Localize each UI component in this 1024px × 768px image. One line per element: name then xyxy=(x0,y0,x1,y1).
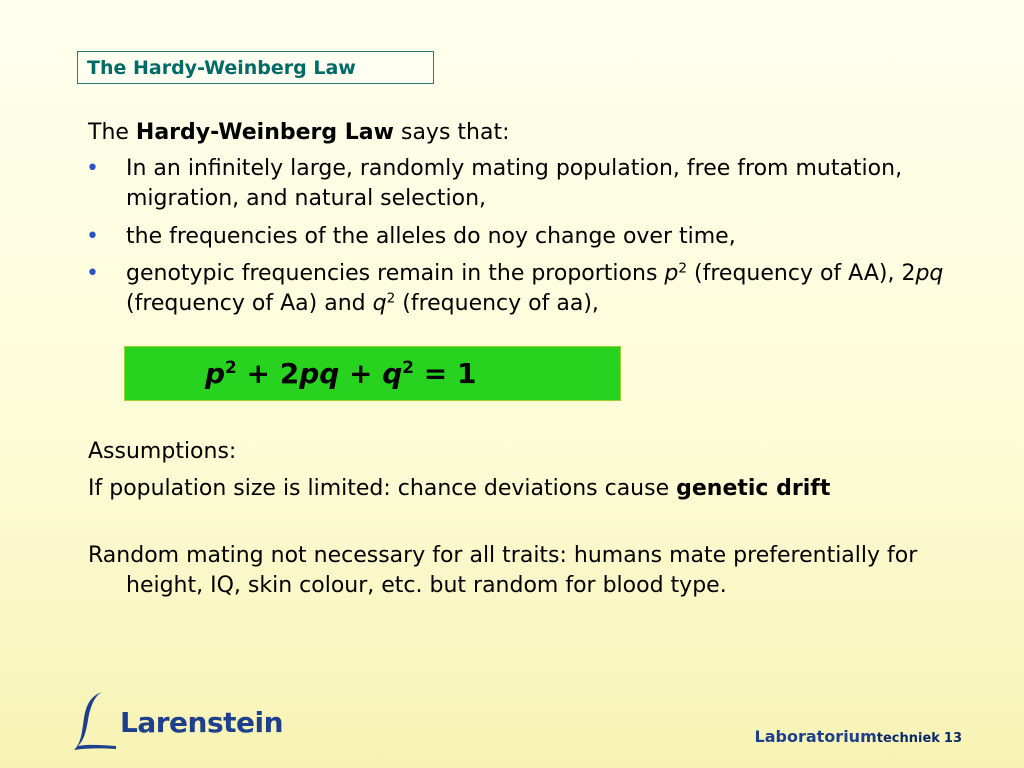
bullet-item-1: In an infinitely large, randomly mating population, free from mutation, migration, and natural selection, xyxy=(126,156,903,211)
logo-mark-icon xyxy=(72,688,120,752)
superscript: 2 xyxy=(678,260,688,277)
bullet-3-part: (frequency of AA), 2 xyxy=(687,261,916,286)
intro-bold: Hardy-Weinberg Law xyxy=(135,120,394,145)
eq-p: p xyxy=(205,357,226,390)
bullet-item-3 xyxy=(126,259,956,319)
bullet-3-part: (frequency of aa), xyxy=(395,291,599,316)
superscript: 2 xyxy=(386,290,396,307)
bullet-dot-2: • xyxy=(86,224,99,249)
slide-footer xyxy=(755,727,962,746)
course-sub: techniek xyxy=(876,731,940,746)
bullet-dot-1: • xyxy=(86,156,99,181)
var-q: q xyxy=(372,291,387,316)
logo-text: Larenstein xyxy=(120,706,284,739)
assumption-1-bold: genetic drift xyxy=(676,476,831,501)
intro-post: says that: xyxy=(393,120,510,145)
var-pq: pq xyxy=(915,261,944,286)
intro-line xyxy=(88,118,509,148)
eq-pq: pq xyxy=(299,357,340,390)
bullet-3-part: (frequency of Aa) and xyxy=(126,291,373,316)
bullet-dot-3: • xyxy=(86,261,99,286)
assumption-2: Random mating not necessary for all traits: humans mate preferentially for height, IQ, skin colour, etc. but random for blood type. xyxy=(88,543,918,598)
page-number: 13 xyxy=(943,731,962,746)
var-p: p xyxy=(664,261,679,286)
eq-part: + 2 xyxy=(236,357,300,390)
bullet-item-2: the frequencies of the alleles do noy change over time, xyxy=(126,224,736,249)
slide-title-box xyxy=(77,51,434,84)
equation xyxy=(205,357,476,390)
eq-sup: 2 xyxy=(225,356,237,377)
larenstein-logo xyxy=(72,688,284,752)
assumption-1-text: If population size is limited: chance deviations cause xyxy=(88,476,677,501)
course-main: Laboratorium xyxy=(754,727,877,746)
slide-title: The Hardy-Weinberg Law xyxy=(87,57,356,79)
equation-box xyxy=(124,346,621,401)
eq-part: = 1 xyxy=(413,357,477,390)
eq-part: + xyxy=(339,357,383,390)
intro-pre: The xyxy=(88,120,136,145)
assumption-1 xyxy=(88,474,956,504)
bullet-3-part: genotypic frequencies remain in the proportions xyxy=(126,261,665,286)
eq-sup: 2 xyxy=(402,356,414,377)
eq-q: q xyxy=(382,357,403,390)
assumptions-label: Assumptions: xyxy=(88,439,237,464)
